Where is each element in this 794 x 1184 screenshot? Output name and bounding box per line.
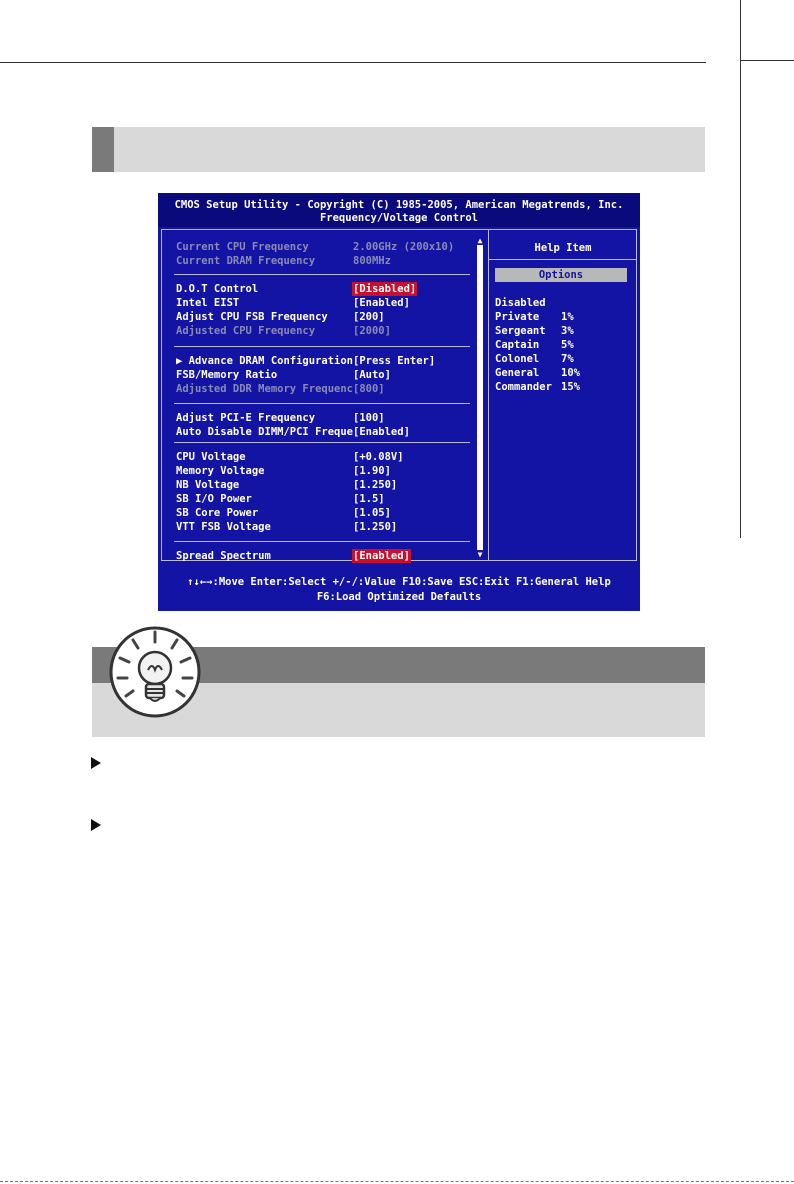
setting-value[interactable]: [+0.08V] xyxy=(353,451,404,463)
help-option xyxy=(495,380,580,394)
setting-label: NB Voltage xyxy=(176,479,240,491)
bios-help-divider xyxy=(488,229,489,561)
setting-value[interactable]: [1.05] xyxy=(353,507,391,519)
option-percent: 7% xyxy=(561,353,574,365)
setting-value[interactable]: [1.250] xyxy=(353,479,398,491)
setting-value[interactable]: [1.5] xyxy=(353,493,385,505)
setting-label: SB I/O Power xyxy=(176,493,252,505)
options-header: Options xyxy=(495,268,627,282)
option-percent: 1% xyxy=(561,311,574,323)
setting-value[interactable]: [200] xyxy=(353,311,385,323)
setting-label: Intel EIST xyxy=(176,297,240,309)
setting-value[interactable]: [Enabled] xyxy=(353,426,410,438)
setting-label: Current CPU Frequency xyxy=(176,241,309,253)
group-separator xyxy=(174,274,470,275)
setting-value[interactable]: [100] xyxy=(353,412,385,424)
setting-value[interactable]: [Enabled] xyxy=(353,550,410,562)
setting-value: [2000] xyxy=(353,325,391,337)
top-rule xyxy=(0,62,706,63)
section-header-marker xyxy=(92,127,114,172)
help-item-title: Help Item xyxy=(534,242,592,254)
setting-label: Memory Voltage xyxy=(176,465,265,477)
setting-value[interactable]: [1.250] xyxy=(353,521,398,533)
bullet-arrow-icon xyxy=(91,819,101,831)
group-separator xyxy=(174,442,470,443)
setting-label: FSB/Memory Ratio xyxy=(176,369,278,381)
setting-label: Spread Spectrum xyxy=(176,550,271,562)
setting-label: VTT FSB Voltage xyxy=(176,521,271,533)
bios-title-bar xyxy=(158,193,640,227)
setting-label: Adjusted DDR Memory Frequenc xyxy=(176,383,354,395)
setting-label: Current DRAM Frequency xyxy=(176,255,316,267)
option-name: Disabled xyxy=(495,297,546,309)
help-divider xyxy=(489,259,637,260)
bios-screenshot xyxy=(158,193,640,611)
help-option xyxy=(495,366,580,380)
setting-label: Auto Disable DIMM/PCI Freque xyxy=(176,426,354,438)
setting-label: D.O.T Control xyxy=(176,283,259,295)
setting-value[interactable]: [1.90] xyxy=(353,465,391,477)
option-percent: 3% xyxy=(561,325,574,337)
lightbulb-icon xyxy=(100,618,210,726)
setting-value[interactable]: [Enabled] xyxy=(353,297,410,309)
scroll-up-icon[interactable]: ▲ xyxy=(477,236,483,245)
option-name: General xyxy=(495,367,540,379)
footer-load-defaults: F6:Load Optimized Defaults xyxy=(316,591,482,603)
bullet-arrow-icon xyxy=(91,757,101,769)
setting-label: Adjust PCI-E Frequency xyxy=(176,412,316,424)
bios-title-copyright: CMOS Setup Utility - Copyright (C) 1985-2005, American Megatrends, Inc. xyxy=(174,199,624,211)
help-option xyxy=(495,324,574,338)
section-header xyxy=(92,127,705,172)
help-option xyxy=(495,338,574,352)
setting-value[interactable]: [Auto] xyxy=(353,369,391,381)
option-name: Private xyxy=(495,311,540,323)
option-name: Commander xyxy=(495,381,552,393)
setting-label: Adjust CPU FSB Frequency xyxy=(176,311,328,323)
setting-value[interactable]: [Press Enter] xyxy=(353,355,436,367)
scroll-down-icon[interactable]: ▼ xyxy=(477,550,483,559)
setting-value: 800MHz xyxy=(353,255,391,267)
right-margin-stub xyxy=(740,60,794,61)
option-percent: 5% xyxy=(561,339,574,351)
bottom-dashed-rule xyxy=(0,1181,794,1182)
footer-key-help: ↑↓←→:Move Enter:Select +/-/:Value F10:Save ESC:Exit F1:General Help xyxy=(187,576,611,588)
setting-label: ▶ Advance DRAM Configuration xyxy=(176,355,354,367)
setting-value[interactable]: [Disabled] xyxy=(353,283,417,295)
right-margin-rule xyxy=(740,0,741,538)
option-percent: 15% xyxy=(561,381,580,393)
setting-value: [800] xyxy=(353,383,385,395)
option-name: Colonel xyxy=(495,353,540,365)
option-name: Sergeant xyxy=(495,325,546,337)
help-option xyxy=(495,310,574,324)
setting-label: SB Core Power xyxy=(176,507,259,519)
setting-label: Adjusted CPU Frequency xyxy=(176,325,316,337)
bios-title-page: Frequency/Voltage Control xyxy=(319,212,479,224)
setting-label: CPU Voltage xyxy=(176,451,246,463)
option-name: Captain xyxy=(495,339,540,351)
group-separator xyxy=(174,403,470,404)
group-separator xyxy=(174,346,470,347)
group-separator xyxy=(174,541,470,542)
scrollbar[interactable] xyxy=(477,245,483,550)
help-option xyxy=(495,296,546,310)
option-percent: 10% xyxy=(561,367,580,379)
setting-value: 2.00GHz (200x10) xyxy=(353,241,455,253)
help-option xyxy=(495,352,574,366)
